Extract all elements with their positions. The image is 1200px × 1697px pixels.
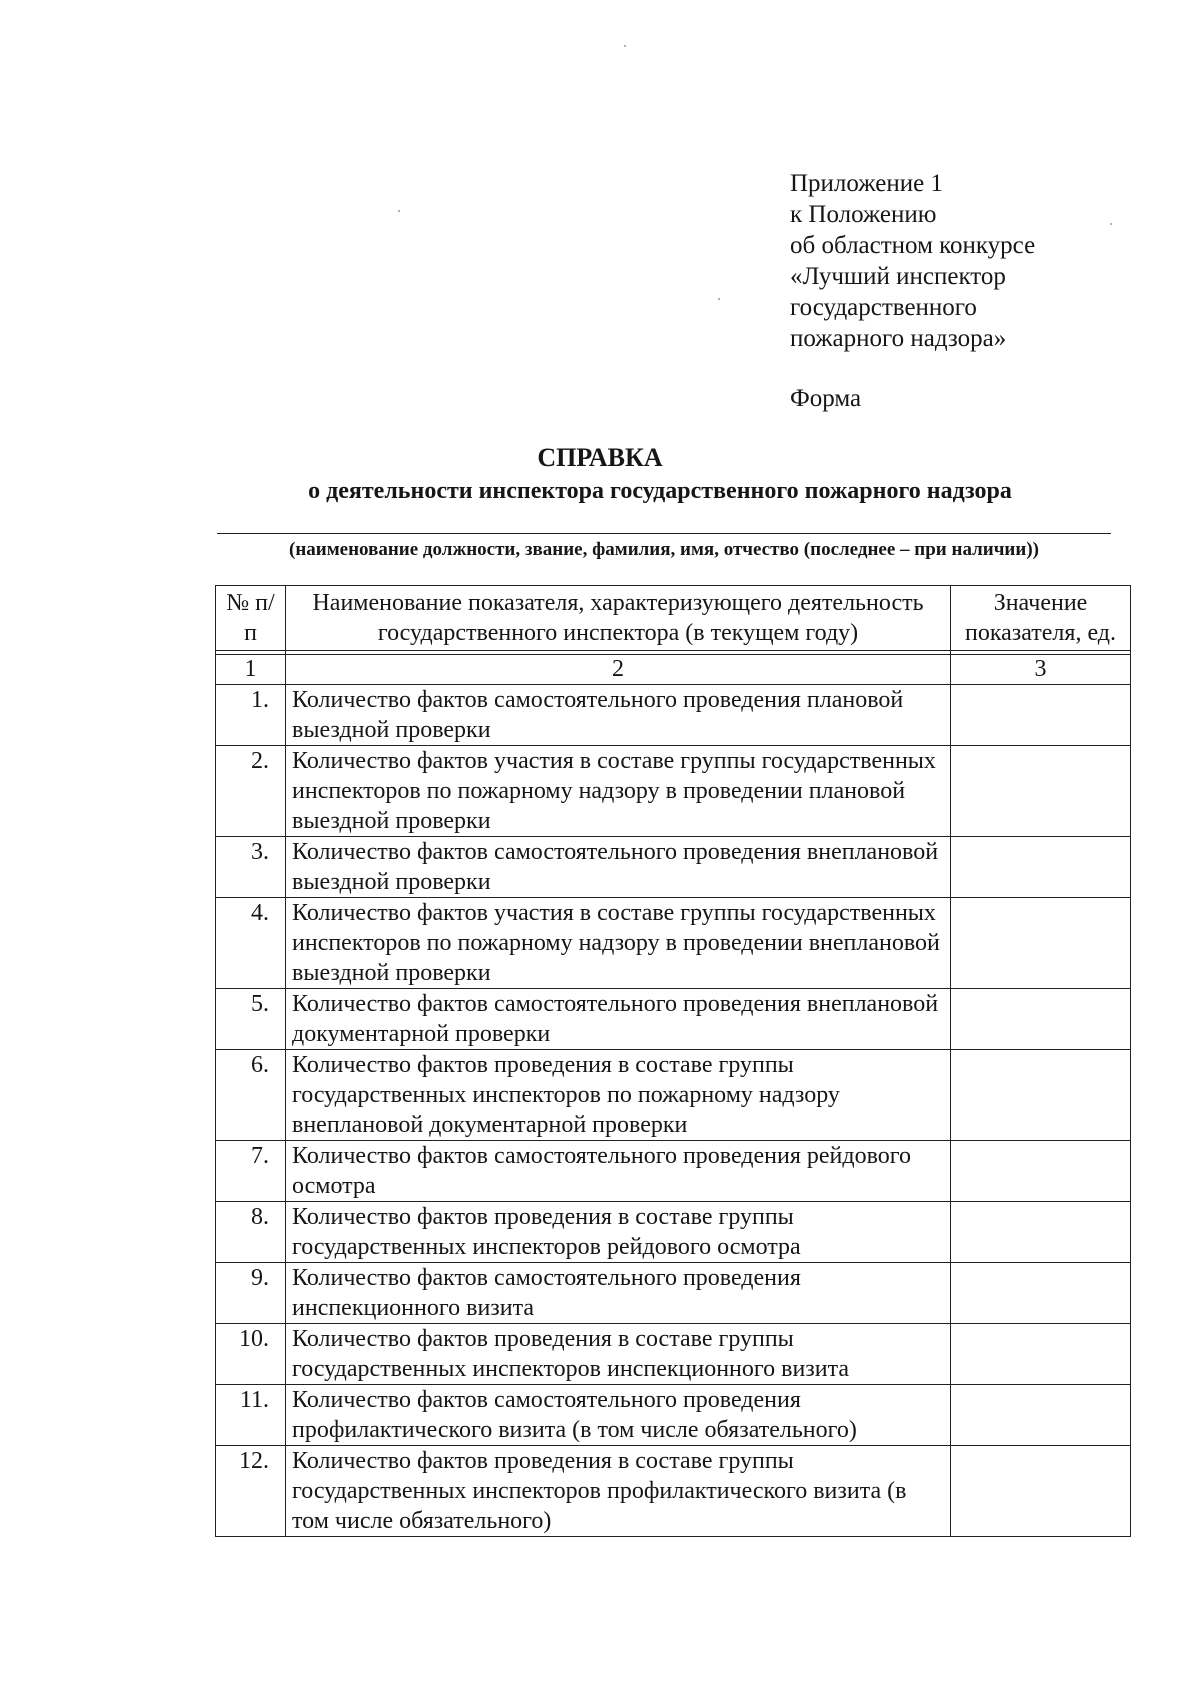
scan-speck — [718, 298, 720, 300]
appendix-line: «Лучший инспектор — [790, 263, 1006, 290]
table-header-row — [216, 586, 1131, 651]
row-indicator-name: Количество фактов участия в составе группы государственных инспекторов по пожарному надзору в проведении внеплановой выездной проверки — [286, 898, 951, 989]
column-number: 1 — [216, 655, 286, 685]
scan-speck — [1110, 223, 1112, 225]
column-number: 2 — [286, 655, 951, 685]
table-row — [216, 837, 1131, 898]
row-indicator-name: Количество фактов самостоятельного проведения плановой выездной проверки — [286, 685, 951, 746]
table-row — [216, 989, 1131, 1050]
row-number: 1. — [216, 685, 286, 746]
table-row — [216, 685, 1131, 746]
row-value-cell[interactable] — [951, 1385, 1131, 1446]
table-row — [216, 898, 1131, 989]
row-value-cell[interactable] — [951, 1446, 1131, 1537]
row-indicator-name: Количество фактов участия в составе группы государственных инспекторов по пожарному надзору в проведении плановой выездной проверки — [286, 746, 951, 837]
column-number: 3 — [951, 655, 1131, 685]
document-title: СПРАВКА — [537, 443, 663, 472]
row-indicator-name: Количество фактов проведения в составе группы государственных инспекторов инспекционного визита — [286, 1324, 951, 1385]
row-value-cell[interactable] — [951, 1263, 1131, 1324]
table-row — [216, 1141, 1131, 1202]
row-number: 4. — [216, 898, 286, 989]
appendix-block — [790, 168, 1035, 354]
row-number: 11. — [216, 1385, 286, 1446]
table-row — [216, 1324, 1131, 1385]
row-number: 8. — [216, 1202, 286, 1263]
appendix-line: об областном конкурсе — [790, 232, 1036, 259]
scan-speck — [398, 210, 400, 212]
table-row — [216, 1446, 1131, 1537]
row-indicator-name: Количество фактов самостоятельного проведения профилактического визита (в том числе обязательного) — [286, 1385, 951, 1446]
table-row — [216, 1263, 1131, 1324]
table-row — [216, 1385, 1131, 1446]
row-number: 5. — [216, 989, 286, 1050]
row-value-cell[interactable] — [951, 1050, 1131, 1141]
header-num: № п/п — [216, 586, 286, 651]
row-indicator-name: Количество фактов проведения в составе группы государственных инспекторов рейдового осмотра — [286, 1202, 951, 1263]
indicators-table — [215, 585, 1131, 1537]
table-row — [216, 1050, 1131, 1141]
row-value-cell[interactable] — [951, 898, 1131, 989]
appendix-line: к Положению — [790, 201, 937, 228]
document-subtitle: о деятельности инспектора государственного пожарного надзора — [308, 478, 1012, 504]
table-row — [216, 1202, 1131, 1263]
row-number: 7. — [216, 1141, 286, 1202]
row-number: 9. — [216, 1263, 286, 1324]
row-indicator-name: Количество фактов самостоятельного проведения инспекционного визита — [286, 1263, 951, 1324]
row-value-cell[interactable] — [951, 1141, 1131, 1202]
table-row — [216, 746, 1131, 837]
header-name: Наименование показателя, характеризующего деятельность государственного инспектора (в текущем году) — [286, 586, 951, 651]
row-indicator-name: Количество фактов самостоятельного проведения рейдового осмотра — [286, 1141, 951, 1202]
row-value-cell[interactable] — [951, 1324, 1131, 1385]
appendix-line: Приложение 1 — [790, 170, 943, 197]
row-indicator-name: Количество фактов самостоятельного проведения внеплановой документарной проверки — [286, 989, 951, 1050]
row-number: 2. — [216, 746, 286, 837]
row-indicator-name: Количество фактов проведения в составе группы государственных инспекторов по пожарному надзору внеплановой документарной проверки — [286, 1050, 951, 1141]
scan-speck — [624, 45, 626, 47]
row-number: 10. — [216, 1324, 286, 1385]
name-caption: (наименование должности, звание, фамилия, имя, отчество (последнее – при наличии)) — [289, 539, 1039, 560]
appendix-line: государственного — [790, 294, 977, 321]
name-input-line[interactable] — [217, 533, 1111, 534]
row-indicator-name: Количество фактов самостоятельного проведения внеплановой выездной проверки — [286, 837, 951, 898]
row-value-cell[interactable] — [951, 1202, 1131, 1263]
row-value-cell[interactable] — [951, 685, 1131, 746]
row-number: 3. — [216, 837, 286, 898]
appendix-line: пожарного надзора» — [790, 325, 1007, 352]
table-body — [216, 651, 1131, 1537]
row-value-cell[interactable] — [951, 746, 1131, 837]
row-indicator-name: Количество фактов проведения в составе группы государственных инспекторов профилактического визита (в том числе обязательного) — [286, 1446, 951, 1537]
row-number: 6. — [216, 1050, 286, 1141]
row-value-cell[interactable] — [951, 989, 1131, 1050]
row-number: 12. — [216, 1446, 286, 1537]
header-value: Значение показателя, ед. — [951, 586, 1131, 651]
row-value-cell[interactable] — [951, 837, 1131, 898]
column-number-row — [216, 655, 1131, 685]
form-label: Форма — [790, 385, 862, 412]
